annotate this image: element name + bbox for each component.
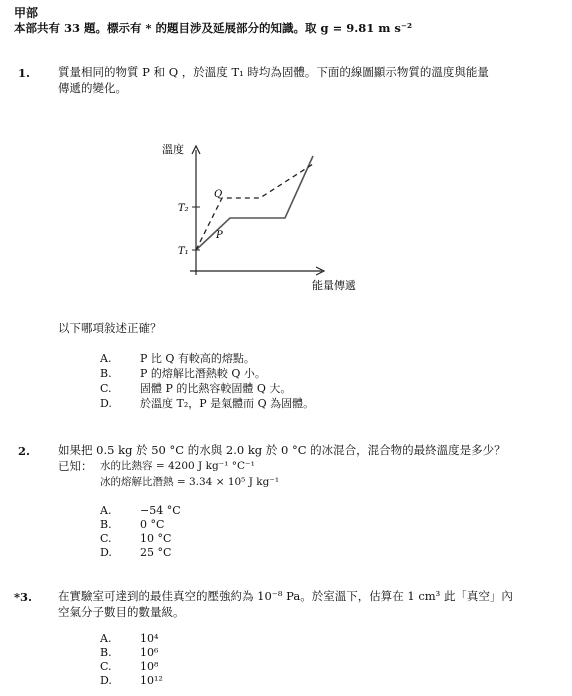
option-letter: A. <box>100 504 112 517</box>
option-text: 25 °C <box>140 546 172 559</box>
option-letter: D. <box>100 674 112 687</box>
q1-option-4 <box>100 395 440 411</box>
option-letter: C. <box>100 382 112 395</box>
option-text: P 比 Q 有較高的熔點。 <box>140 352 255 365</box>
option-letter: C. <box>100 660 112 673</box>
option-letter: C. <box>100 532 112 545</box>
q1-option-1 <box>100 350 440 366</box>
curve-p-label: P <box>216 230 223 241</box>
question-1-number: 1. <box>18 66 31 80</box>
option-text: 固體 P 的比熱容較固體 Q 大。 <box>140 382 292 395</box>
x-axis-label: 能量傳遞 <box>312 279 356 292</box>
q2-option-2 <box>100 518 260 531</box>
option-letter: B. <box>100 367 112 380</box>
question-3-stem-line-1: 在實驗室可達到的最佳真空的壓強約為 10⁻⁸ Pa。於室溫下，估算在 1 cm³ 此「真空」內 <box>58 589 513 603</box>
q3-option-4 <box>100 674 260 687</box>
q3-option-3 <box>100 660 260 673</box>
option-letter: D. <box>100 546 112 559</box>
q3-option-2 <box>100 646 260 659</box>
temperature-energy-graph <box>150 130 390 300</box>
question-2-stem: 如果把 0.5 kg 於 50 °C 的水與 2.0 kg 於 0 °C 的冰混合，混合物的最終溫度是多少？ <box>58 443 506 457</box>
option-text: 10¹² <box>140 674 163 687</box>
option-text: 10⁸ <box>140 660 159 673</box>
question-3-stem-line-2: 空氣分子數目的數量級。 <box>58 605 185 619</box>
q2-option-3 <box>100 532 260 545</box>
option-text: 10⁶ <box>140 646 159 659</box>
option-letter: B. <box>100 646 112 659</box>
question-2-number: 2. <box>18 444 31 458</box>
option-letter: B. <box>100 518 112 531</box>
option-text: −54 °C <box>140 504 181 517</box>
curve-q <box>196 164 313 250</box>
option-letter: A. <box>100 632 112 645</box>
option-text: 10⁴ <box>140 632 159 645</box>
question-1-prompt: 以下哪項敍述正確？ <box>58 321 162 335</box>
section-title: 甲部 <box>14 6 39 20</box>
t2-label: T₂ <box>178 203 189 214</box>
section-note: 本部共有 33 題。標示有 * 的題目涉及延展部分的知識。取 g = 9.81 m s⁻² <box>14 21 412 35</box>
option-text: 10 °C <box>140 532 172 545</box>
question-2-given-2: 冰的熔解比潛熱 = 3.34 × 10⁵ J kg⁻¹ <box>100 476 280 488</box>
q1-option-2 <box>100 365 440 381</box>
t1-label: T₁ <box>178 246 189 257</box>
option-text: P 的熔解比潛熱較 Q 小。 <box>140 367 266 380</box>
question-3-number: *3. <box>14 590 33 604</box>
option-letter: D. <box>100 397 112 410</box>
option-letter: A. <box>100 352 112 365</box>
y-axis-label: 溫度 <box>162 143 184 156</box>
question-1-stem-line-2: 傳遞的變化。 <box>58 81 127 95</box>
q2-option-1 <box>100 504 260 517</box>
question-1-stem-line-1: 質量相同的物質 P 和 Q ，於溫度 T₁ 時均為固體。下面的線圖顯示物質的溫度與能量 <box>58 65 489 79</box>
curve-q-label: Q <box>214 189 223 200</box>
q1-option-3 <box>100 380 440 396</box>
q2-option-4 <box>100 546 260 559</box>
q3-option-1 <box>100 632 260 645</box>
question-2-given-label: 已知： <box>58 459 93 473</box>
curve-p <box>196 156 313 250</box>
question-2-given-1: 水的比熱容 = 4200 J kg⁻¹ °C⁻¹ <box>100 460 255 472</box>
option-text: 0 °C <box>140 518 165 531</box>
option-text: 於溫度 T₂，P 是氣體而 Q 為固體。 <box>140 397 315 410</box>
